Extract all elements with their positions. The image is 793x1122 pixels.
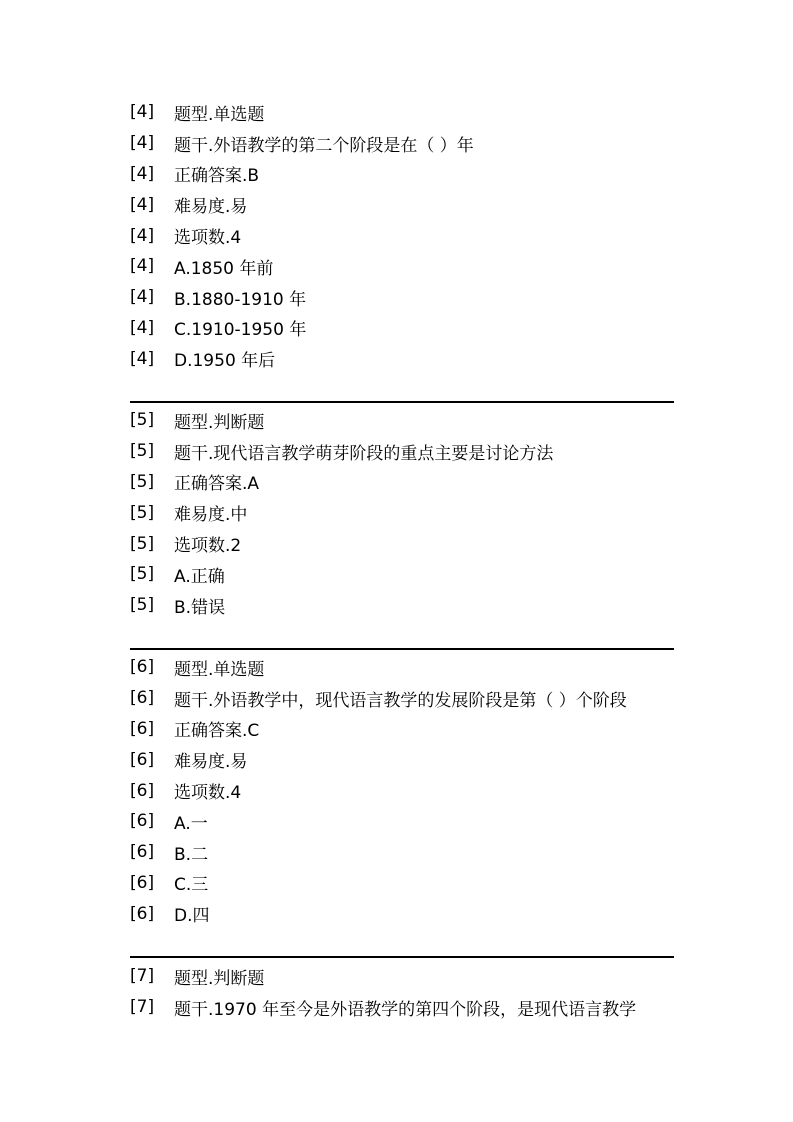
question-number: [4] — [130, 225, 155, 246]
option-d: D.1950 年后 — [174, 351, 276, 372]
question-number: [6] — [130, 657, 155, 678]
question-number: [7] — [130, 966, 155, 987]
question-6-difficulty — [130, 744, 674, 775]
section-divider — [130, 401, 674, 403]
question-6-type — [130, 652, 674, 683]
question-number: [6] — [130, 749, 155, 770]
question-number: [4] — [130, 133, 155, 154]
question-6-answer — [130, 714, 674, 745]
question-type: 题型.单选题 — [174, 659, 265, 680]
option-b: B.二 — [174, 844, 209, 865]
question-number: [5] — [130, 471, 155, 492]
question-stem: 题干.外语教学的第二个阶段是在（ ）年 — [174, 135, 474, 156]
question-number: [5] — [130, 441, 155, 462]
question-5-answer — [130, 467, 674, 498]
question-7-type — [130, 961, 674, 992]
question-6-option-c — [130, 868, 674, 899]
question-4-answer — [130, 159, 674, 190]
question-6-option-a — [130, 806, 674, 837]
question-5-option-a — [130, 559, 674, 590]
question-number: [4] — [130, 102, 155, 123]
option-count: 选项数.4 — [174, 228, 242, 249]
question-5-option-b — [130, 590, 674, 621]
question-7 — [130, 961, 674, 1023]
question-6-stem — [130, 683, 674, 714]
correct-answer: 正确答案.C — [174, 721, 260, 742]
question-6-option-b — [130, 837, 674, 868]
question-number: [6] — [130, 718, 155, 739]
question-5-option-count — [130, 528, 674, 559]
question-number: [6] — [130, 811, 155, 832]
question-7-stem — [130, 992, 674, 1023]
question-4-option-a — [130, 251, 674, 282]
option-c: C.1910-1950 年 — [174, 320, 307, 341]
question-number: [4] — [130, 348, 155, 369]
difficulty: 难易度.中 — [174, 505, 248, 526]
option-d: D.四 — [174, 906, 210, 927]
question-stem: 题干.外语教学中，现代语言教学的发展阶段是第（ ）个阶段 — [174, 690, 627, 711]
question-type: 题型.判断题 — [174, 412, 265, 433]
question-number: [4] — [130, 163, 155, 184]
question-number: [5] — [130, 410, 155, 431]
section-divider — [130, 648, 674, 650]
option-c: C.三 — [174, 875, 209, 896]
question-6-option-d — [130, 898, 674, 929]
question-5-type — [130, 405, 674, 436]
option-a: A.正确 — [174, 566, 225, 587]
question-5 — [130, 405, 674, 621]
question-type: 题型.判断题 — [174, 968, 265, 989]
question-stem: 题干.现代语言教学萌芽阶段的重点主要是讨论方法 — [174, 443, 554, 464]
question-4-option-count — [130, 220, 674, 251]
question-number: [4] — [130, 287, 155, 308]
question-number: [6] — [130, 780, 155, 801]
question-4-difficulty — [130, 189, 674, 220]
question-number: [4] — [130, 317, 155, 338]
question-6 — [130, 652, 674, 929]
question-stem: 题干.1970 年至今是外语教学的第四个阶段，是现代语言教学 — [174, 999, 637, 1020]
difficulty: 难易度.易 — [174, 197, 248, 218]
option-count: 选项数.4 — [174, 783, 242, 804]
question-number: [6] — [130, 842, 155, 863]
correct-answer: 正确答案.A — [174, 474, 260, 495]
question-4 — [130, 97, 674, 374]
question-5-difficulty — [130, 497, 674, 528]
question-4-option-d — [130, 343, 674, 374]
question-number: [7] — [130, 997, 155, 1018]
question-number: [6] — [130, 688, 155, 709]
question-6-option-count — [130, 775, 674, 806]
question-5-stem — [130, 436, 674, 467]
question-number: [5] — [130, 595, 155, 616]
question-number: [6] — [130, 872, 155, 893]
option-a: A.一 — [174, 813, 208, 834]
option-b: B.1880-1910 年 — [174, 289, 307, 310]
question-number: [5] — [130, 564, 155, 585]
question-4-option-b — [130, 282, 674, 313]
question-type: 题型.单选题 — [174, 104, 265, 125]
question-4-type — [130, 97, 674, 128]
question-number: [4] — [130, 194, 155, 215]
question-number: [5] — [130, 502, 155, 523]
question-number: [4] — [130, 256, 155, 277]
option-a: A.1850 年前 — [174, 258, 274, 279]
section-divider — [130, 956, 674, 958]
question-4-stem — [130, 128, 674, 159]
question-number: [6] — [130, 903, 155, 924]
option-count: 选项数.2 — [174, 536, 242, 557]
correct-answer: 正确答案.B — [174, 166, 260, 187]
difficulty: 难易度.易 — [174, 752, 248, 773]
question-4-option-c — [130, 313, 674, 344]
option-b: B.错误 — [174, 597, 226, 618]
question-number: [5] — [130, 533, 155, 554]
